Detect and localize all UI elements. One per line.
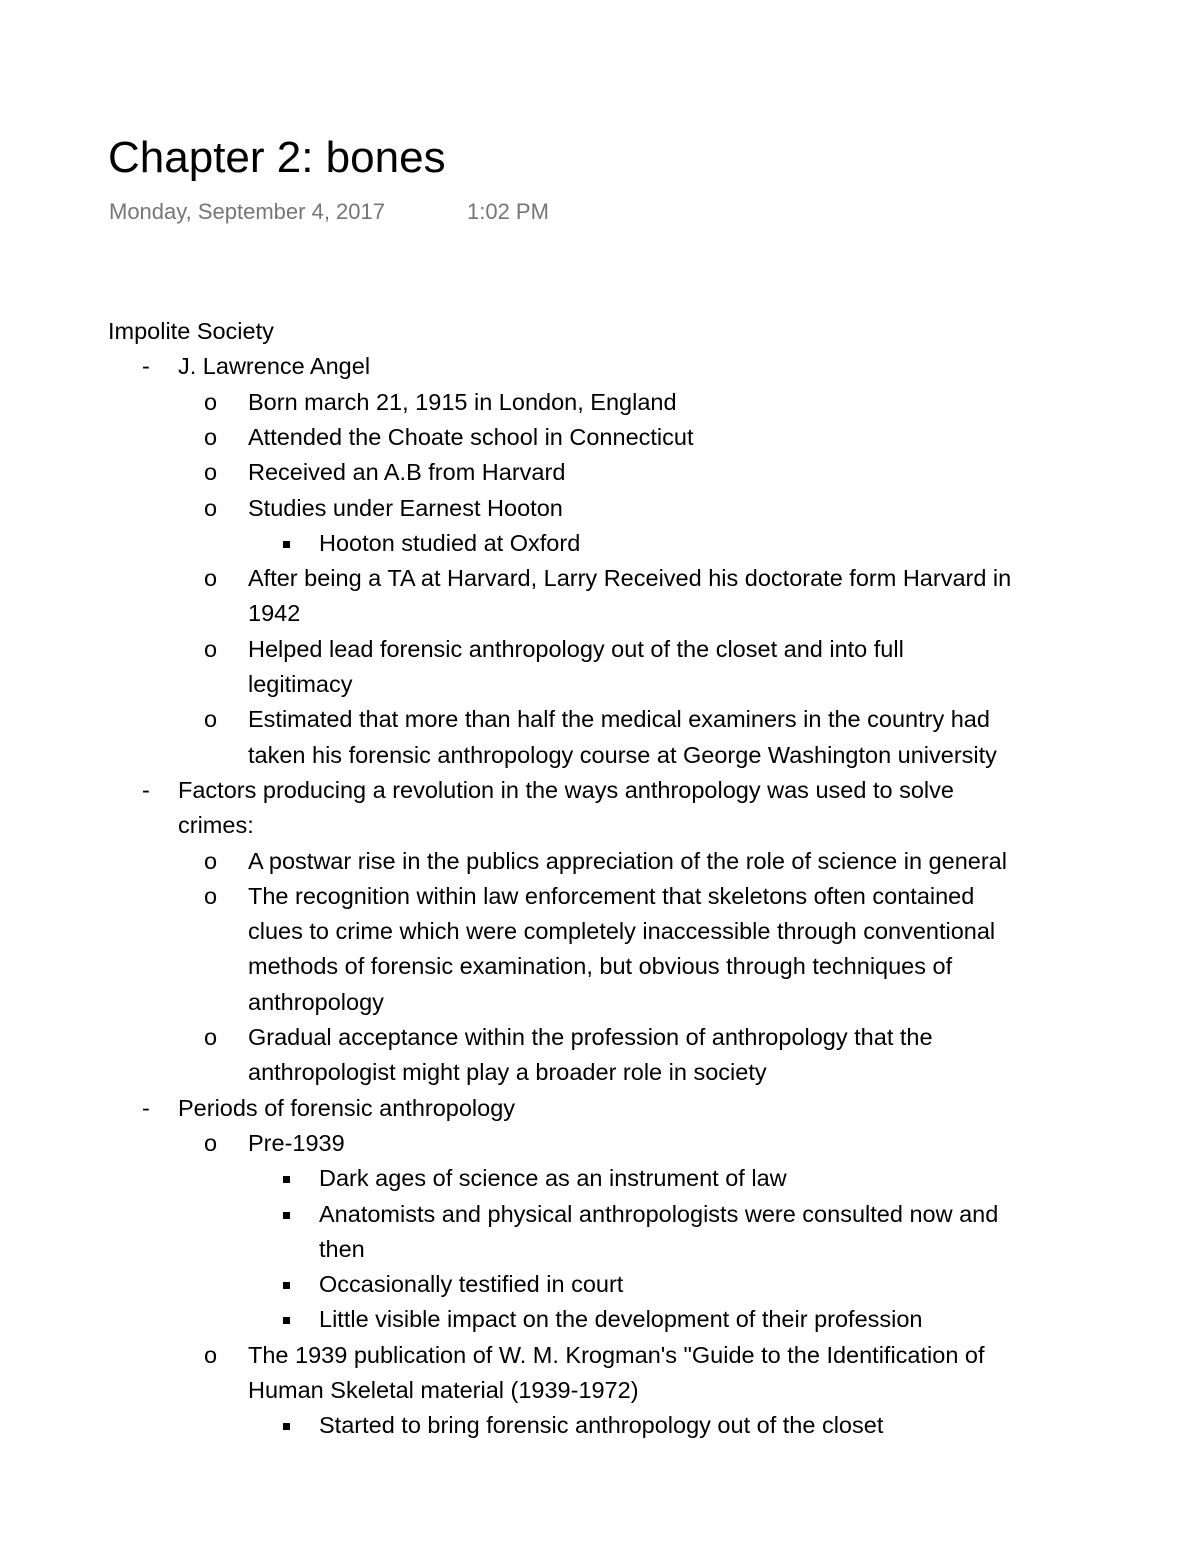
circle-bullet-icon: o <box>204 882 218 909</box>
circle-bullet-icon: o <box>204 635 218 662</box>
note-line: taken his forensic anthropology course at George Washington university <box>248 741 997 768</box>
note-line: The 1939 publication of W. M. Krogman's "Guide to the Identification of <box>248 1341 985 1368</box>
note-line: Occasionally testified in court <box>319 1271 624 1298</box>
note-line: clues to crime which were completely inaccessible through conventional <box>248 918 996 945</box>
note-line: Started to bring forensic anthropology out of the closet <box>319 1412 884 1439</box>
dash-bullet-icon: - <box>142 1094 150 1121</box>
note-line: legitimacy <box>248 671 353 697</box>
note-line: Pre-1939 <box>248 1129 345 1156</box>
square-bullet-icon <box>283 1423 290 1430</box>
note-time: 1:02 PM <box>467 199 549 224</box>
circle-bullet-icon: o <box>204 1129 218 1156</box>
square-bullet-icon <box>283 1282 290 1289</box>
note-line: Received an A.B from Harvard <box>248 459 566 486</box>
square-bullet-icon <box>283 1176 290 1183</box>
note-line: J. Lawrence Angel <box>178 353 371 380</box>
note-date: Monday, September 4, 2017 <box>109 199 385 224</box>
note-line: Anatomists and physical anthropologists were consulted now and <box>319 1200 999 1227</box>
note-line: Born march 21, 1915 in London, England <box>248 388 677 415</box>
square-bullet-icon <box>283 541 290 548</box>
note-line: Human Skeletal material (1939-1972) <box>248 1377 639 1403</box>
page-title: Chapter 2: bones <box>108 133 446 182</box>
circle-bullet-icon: o <box>204 706 218 733</box>
dash-bullet-icon: - <box>142 776 150 803</box>
circle-bullet-icon: o <box>204 1024 218 1050</box>
note-line: 1942 <box>248 600 301 627</box>
note-line: Studies under Earnest Hooton <box>248 494 563 521</box>
note-line: Attended the Choate school in Connecticut <box>248 423 694 450</box>
dash-bullet-icon: - <box>142 353 150 380</box>
note-line: Helped lead forensic anthropology out of the closet and into full <box>248 635 904 662</box>
note-line: Factors producing a revolution in the ways anthropology was used to solve <box>178 776 954 803</box>
note-line: anthropology <box>248 988 384 1015</box>
note-line: Hooton studied at Oxford <box>319 529 581 556</box>
circle-bullet-icon: o <box>204 565 218 592</box>
note-line: Estimated that more than half the medical examiners in the country had <box>248 706 990 733</box>
circle-bullet-icon: o <box>204 388 218 415</box>
note-line: Dark ages of science as an instrument of law <box>319 1165 787 1192</box>
note-line: Little visible impact on the development of their profession <box>319 1306 923 1333</box>
circle-bullet-icon: o <box>204 494 218 521</box>
note-line: methods of forensic examination, but obvious through techniques of <box>248 953 953 980</box>
note-line: crimes: <box>178 812 254 839</box>
circle-bullet-icon: o <box>204 847 218 874</box>
circle-bullet-icon: o <box>204 459 218 486</box>
note-line: After being a TA at Harvard, Larry Received his doctorate form Harvard in <box>248 565 1012 592</box>
note-line: The recognition within law enforcement that skeletons often contained <box>248 882 975 909</box>
circle-bullet-icon: o <box>204 423 218 450</box>
note-line: anthropologist might play a broader role in society <box>248 1059 767 1086</box>
note-line: Impolite Society <box>108 318 274 344</box>
square-bullet-icon <box>283 1212 290 1219</box>
note-line: Gradual acceptance within the profession of anthropology that the <box>248 1024 933 1050</box>
square-bullet-icon <box>283 1317 290 1324</box>
note-line: Periods of forensic anthropology <box>178 1094 516 1121</box>
circle-bullet-icon: o <box>204 1341 218 1368</box>
note-line: A postwar rise in the publics appreciation of the role of science in general <box>248 847 1007 874</box>
note-line: then <box>319 1235 365 1262</box>
